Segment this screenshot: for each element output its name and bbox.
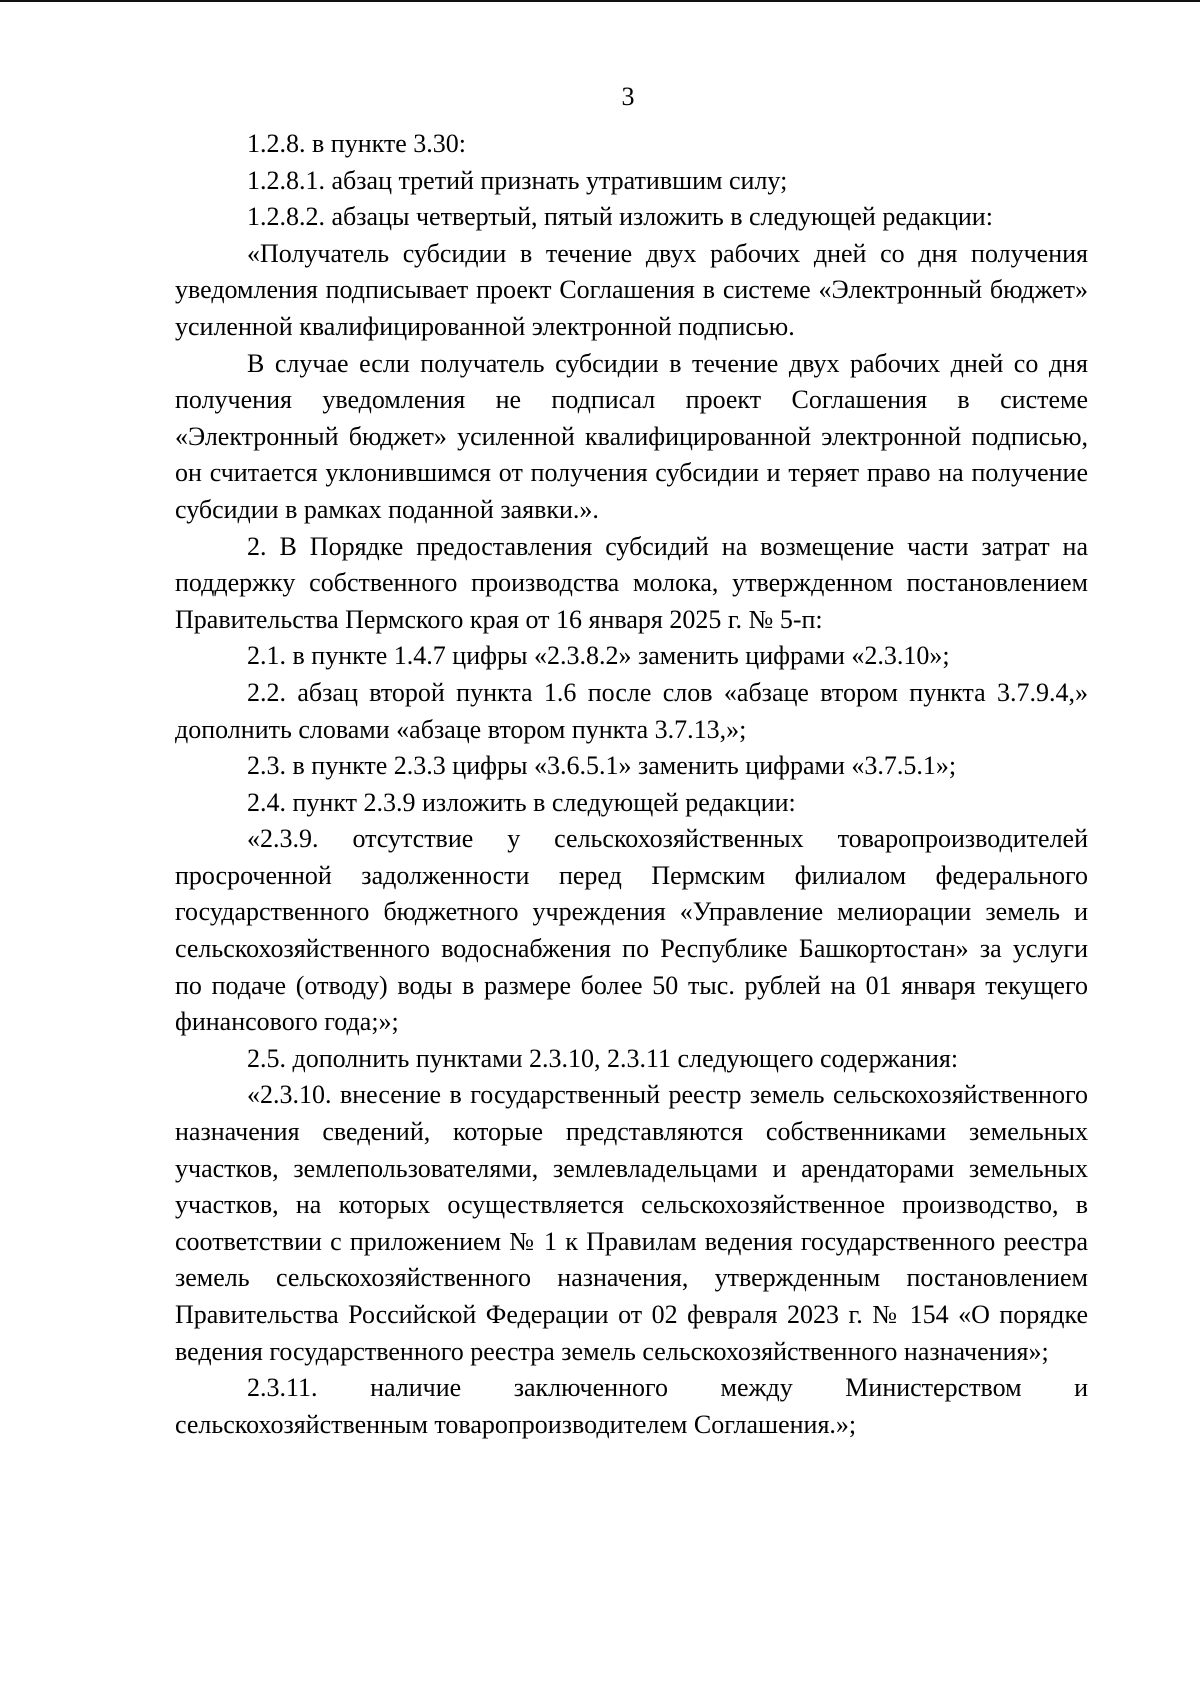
paragraph-2-1: 2.1. в пункте 1.4.7 цифры «2.3.8.2» заменить цифрами «2.3.10»; (247, 641, 950, 671)
paragraph-2-3-10-quote: «2.3.10. внесение в государственный реестр земель сельскохозяйственного назначения сведений, которые представляются собственниками земельных участков, землепользователями, землевладельцами и арендаторами земельных участков, на которых осуществляется сельскохозяйственное производство, в соответствии с приложением № 1 к Правилам ведения государственного реестра земель сельскохозяйственного назначения, утвержденным постановлением Правительства Российской Федерации от 02 февраля 2023 г. № 154 «О порядке ведения государственного реестра земель сельскохозяйственного назначения»; (175, 1080, 1088, 1366)
paragraph-quote-signing: «Получатель субсидии в течение двух рабочих дней со дня получения уведомления подписывает проект Соглашения в системе «Электронный бюджет» усиленной квалифицированной электронной подписью. (175, 238, 1088, 341)
paragraph-2-3-9-quote: «2.3.9. отсутствие у сельскохозяйственных товаропроизводителей просроченной задолженности перед Пермским филиалом федерального государственного бюджетного учреждения «Управление мелиорации земель и сельскохозяйственного водоснабжения по Республике Башкортостан» за услуги по подаче (отводу) воды в размере более 50 тыс. рублей на 01 января текущего финансового года;»; (175, 824, 1088, 1037)
paragraph-quote-evasion: В случае если получатель субсидии в течение двух рабочих дней со дня получения уведомления не подписал проект Соглашения в системе «Электронный бюджет» усиленной квалифицированной электронной подписью, он считается уклонившимся от получения субсидии и теряет право на получение субсидии в рамках поданной заявки.». (175, 348, 1088, 524)
paragraph-2-3-11: 2.3.11. наличие заключенного между Министерством и сельскохозяйственным товаропроизводителем Соглашения.»; (175, 1373, 1088, 1439)
document-body (175, 126, 1088, 1443)
paragraph-1-2-8: 1.2.8. в пункте 3.30: (247, 129, 467, 158)
paragraph-2: 2. В Порядке предоставления субсидий на возмещение части затрат на поддержку собственного производства молока, утвержденном постановлением Правительства Пермского края от 16 января 2025 г. № 5-п: (175, 531, 1088, 634)
paragraph-2-5: 2.5. дополнить пунктами 2.3.10, 2.3.11 следующего содержания: (247, 1043, 959, 1073)
paragraph-2-4: 2.4. пункт 2.3.9 изложить в следующей редакции: (247, 787, 796, 817)
paragraph-1-2-8-2: 1.2.8.2. абзацы четвертый, пятый изложить в следующей редакции: (247, 202, 993, 232)
paragraph-2-3: 2.3. в пункте 2.3.3 цифры «3.6.5.1» заменить цифрами «3.7.5.1»; (247, 751, 957, 781)
paragraph-1-2-8-1: 1.2.8.1. абзац третий признать утратившим силу; (247, 165, 788, 195)
page-number: 3 (621, 82, 635, 111)
paragraph-2-2: 2.2. абзац второй пункта 1.6 после слов «абзаце втором пункта 3.7.9.4,» дополнить словами «абзаце втором пункта 3.7.13,»; (175, 677, 1088, 744)
